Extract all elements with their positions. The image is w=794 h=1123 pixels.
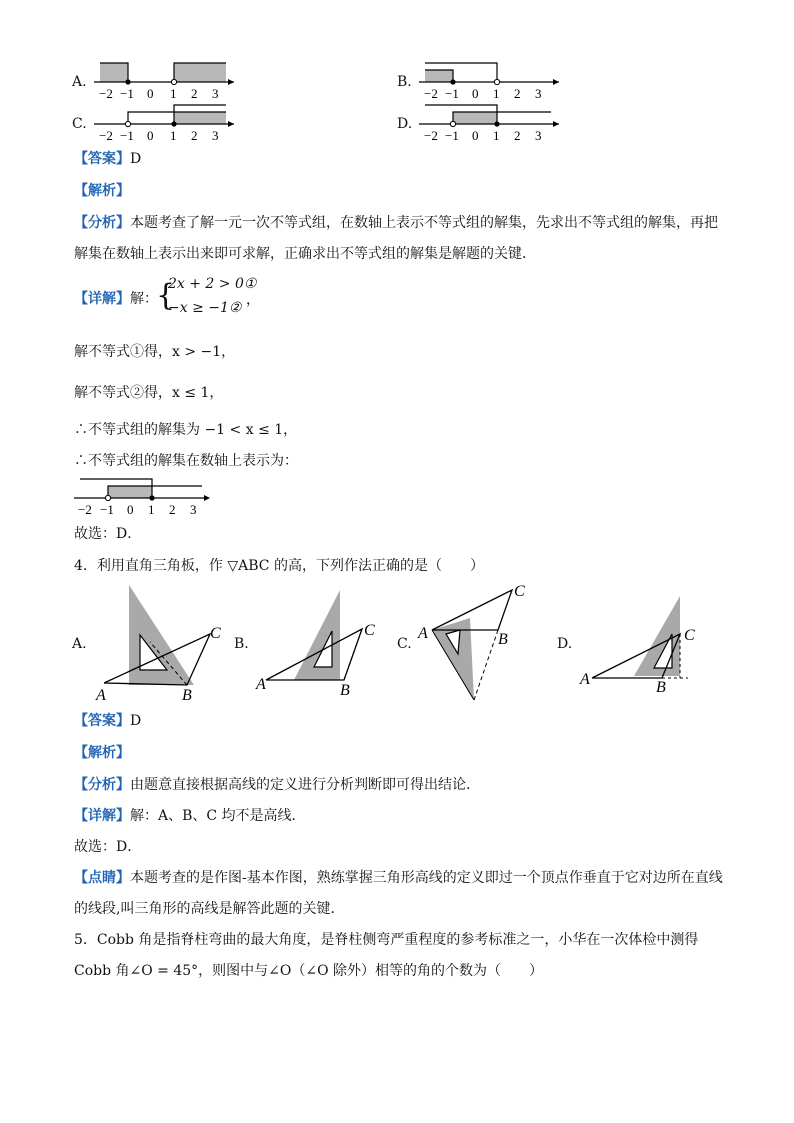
q4-question: 4．利用直角三角板，作 ▽ABC 的高，下列作法正确的是（ ） — [74, 558, 484, 574]
tick-label: 1 — [493, 128, 500, 143]
vertex-a-label: A — [418, 625, 428, 642]
option-a-label: A. — [72, 74, 87, 90]
q4-option-b-label: B. — [234, 636, 249, 652]
q3-step-1: 解不等式①得，x > −1， — [74, 344, 236, 360]
tick-label: 1 — [170, 86, 177, 101]
vertex-a-label: A — [580, 671, 590, 688]
vertex-c-label: C — [210, 625, 221, 642]
tick-label: 2 — [191, 86, 198, 101]
tick-label: −1 — [120, 128, 134, 143]
system-equation-1: 2x + 2 > 0① — [168, 276, 257, 292]
analysis-tag: 【解析】 — [74, 745, 130, 761]
q3-analysis-heading — [74, 181, 130, 201]
tick-label: −1 — [445, 128, 459, 143]
tick-label: 2 — [169, 502, 176, 517]
option-b-number-line — [415, 58, 565, 102]
vertex-b-label: B — [182, 687, 192, 704]
q3-analysis-line-1 — [74, 213, 718, 233]
analysis-text-1: 本题考查了解一元一次不等式组，在数轴上表示不等式组的解集，先求出不等式组的解集，再把 — [130, 215, 718, 231]
tick-label: 3 — [190, 502, 197, 517]
system-brace: { — [156, 278, 176, 313]
tick-label: 3 — [535, 86, 542, 101]
q5-question-line-2: Cobb 角∠O = 45°，则图中与∠O（∠O 除外）相等的角的个数为（ ） — [74, 963, 544, 979]
detail-prefix: 解： — [130, 291, 158, 307]
comment-text-1: 本题考查的是作图-基本作图，熟练掌握三角形高线的定义即过一个顶点作垂直于它对边所在直线 — [130, 870, 723, 886]
system-suffix: ， — [246, 292, 260, 308]
tick-label: −2 — [78, 502, 92, 517]
tick-label: −1 — [100, 502, 114, 517]
q4-comment-line-2: 的线段,叫三角形的高线是解答此题的关键． — [74, 901, 345, 917]
tick-label: 0 — [127, 502, 134, 517]
q3-detail-line — [74, 289, 158, 309]
tick-label: 3 — [212, 86, 219, 101]
analysis-tag: 【解析】 — [74, 183, 130, 199]
vertex-b-label: B — [340, 682, 350, 699]
tick-label: 0 — [147, 128, 154, 143]
option-c-number-line — [90, 100, 240, 144]
analysis-intro-tag: 【分析】 — [74, 777, 130, 793]
tick-label: −2 — [424, 86, 438, 101]
tick-label: −2 — [424, 128, 438, 143]
system-equation-2: −x ≥ −1② — [168, 300, 242, 316]
answer-value: D — [130, 713, 142, 729]
tick-label: 0 — [147, 86, 154, 101]
q3-step-2: 解不等式②得，x ≤ 1， — [74, 385, 224, 401]
q4-analysis — [74, 775, 480, 795]
tick-label: 1 — [148, 502, 155, 517]
tick-label: 3 — [212, 128, 219, 143]
tick-label: −2 — [99, 128, 113, 143]
vertex-a-label: A — [256, 676, 266, 693]
q3-conclusion: 故选：D． — [74, 526, 142, 542]
q3-analysis-line-2: 解集在数轴上表示出来即可求解，正确求出不等式组的解集是解题的关键． — [74, 246, 536, 262]
figure-a — [92, 580, 232, 705]
figure-c — [412, 582, 552, 707]
q3-step-4: ∴不等式组的解集在数轴上表示为： — [74, 453, 298, 469]
option-c-label: C. — [72, 116, 87, 132]
detail-tag: 【详解】 — [74, 808, 130, 824]
answer-tag: 【答案】 — [74, 151, 130, 167]
analysis-intro-tag: 【分析】 — [74, 215, 130, 231]
answer-tag: 【答案】 — [74, 713, 130, 729]
tick-label: 1 — [493, 86, 500, 101]
vertex-c-label: C — [514, 583, 525, 600]
tick-label: 0 — [472, 86, 479, 101]
option-a-number-line — [90, 58, 240, 102]
solution-number-line — [72, 474, 222, 518]
q3-answer — [74, 149, 141, 169]
tick-label: 2 — [514, 128, 521, 143]
figure-d — [576, 590, 716, 700]
comment-tag: 【点睛】 — [74, 870, 130, 886]
q4-comment-line-1 — [74, 868, 723, 888]
q4-conclusion: 故选：D． — [74, 839, 142, 855]
tick-label: −1 — [445, 86, 459, 101]
vertex-c-label: C — [684, 627, 695, 644]
vertex-b-label: B — [656, 679, 666, 696]
q4-option-d-label: D. — [557, 636, 573, 652]
analysis-text: 由题意直接根据高线的定义进行分析判断即可得出结论． — [130, 777, 480, 793]
q3-step-3: ∴不等式组的解集为 −1 < x ≤ 1， — [74, 422, 298, 438]
tick-label: 1 — [170, 128, 177, 143]
tick-label: 2 — [514, 86, 521, 101]
tick-label: 0 — [472, 128, 479, 143]
q4-answer — [74, 711, 141, 731]
tick-label: −1 — [120, 86, 134, 101]
q4-detail — [74, 806, 306, 826]
detail-text: 解：A、B、C 均不是高线． — [130, 808, 306, 824]
detail-tag: 【详解】 — [74, 291, 130, 307]
q4-option-a-label: A. — [72, 636, 87, 652]
tick-label: 2 — [191, 128, 198, 143]
vertex-b-label: B — [498, 631, 508, 648]
option-b-label: B. — [397, 74, 412, 90]
vertex-a-label: A — [96, 687, 106, 704]
answer-value: D — [130, 151, 142, 167]
tick-label: −2 — [99, 86, 113, 101]
q5-question-line-1: 5．Cobb 角是指脊柱弯曲的最大角度，是脊柱侧弯严重程度的参考标准之一，小华在一次体检中测得 — [74, 932, 699, 948]
figure-b — [254, 585, 394, 700]
vertex-c-label: C — [364, 622, 375, 639]
option-d-number-line — [415, 100, 565, 144]
q4-option-c-label: C. — [397, 636, 412, 652]
tick-label: 3 — [535, 128, 542, 143]
option-d-label: D. — [397, 116, 413, 132]
q4-analysis-heading — [74, 743, 130, 763]
